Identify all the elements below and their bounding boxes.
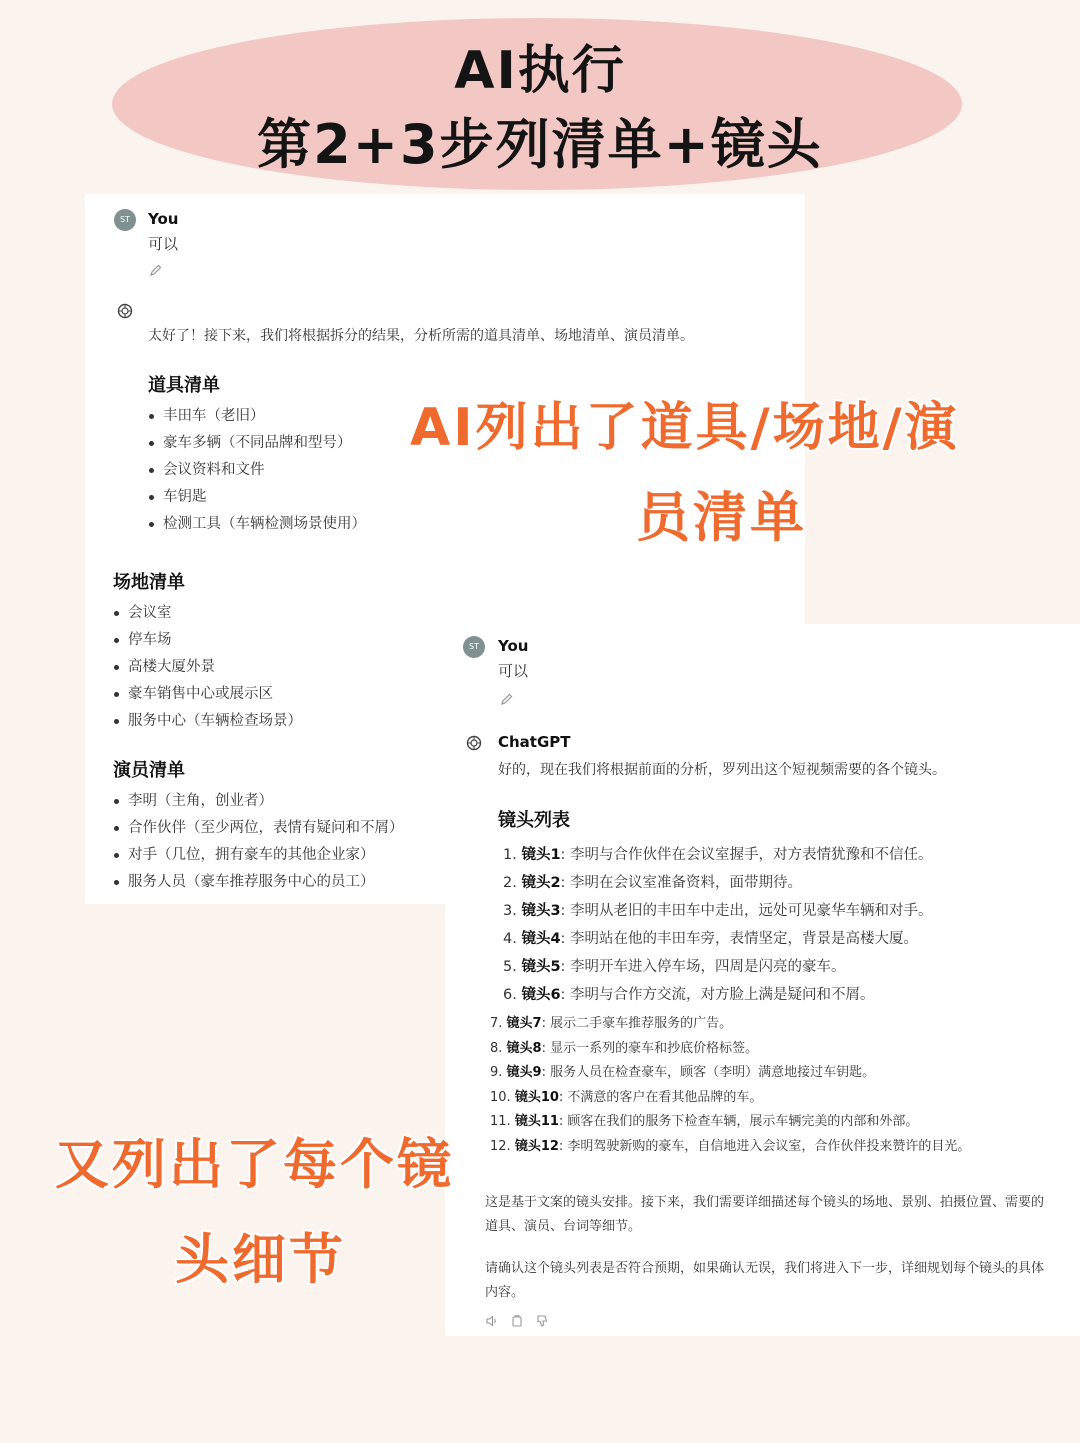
shot-item (490, 1061, 970, 1086)
shot-label: 镜头10 (514, 1089, 559, 1105)
note-line: 请确认这个镜头列表是否符合预期，如果确认无误，我们将进入下一步，详细规划每个镜头的具体 (485, 1261, 1045, 1276)
edit-pencil-icon[interactable] (149, 263, 163, 277)
page-title-line1: AI执行 (454, 41, 626, 101)
shot-label: 镜头7 (506, 1016, 542, 1031)
list-item: 车钥匙 (149, 484, 366, 511)
chatgpt-logo-icon (465, 734, 483, 752)
annotation-lists-line2: 员清单 (636, 486, 807, 549)
user-message: 可以 (498, 662, 529, 680)
shot-description: : 李明站在他的丰田车旁，表情坚定，背景是高楼大厦。 (560, 931, 919, 947)
shot-description: : 显示一系列的豪车和抄底价格标签。 (541, 1040, 759, 1056)
list-item: 豪车销售中心或展示区 (114, 681, 302, 708)
shot-item (490, 1135, 970, 1160)
shot-number: 8. (490, 1040, 503, 1056)
shot-item (503, 981, 933, 1009)
chatgpt-logo-icon (116, 302, 134, 320)
shot-description: : 李明驾驶新购的豪车，自信地进入会议室，合作伙伴投来赞许的目光。 (558, 1138, 971, 1154)
shot-number: 2. (503, 875, 517, 891)
shot-label: 镜头6 (521, 987, 561, 1003)
assistant-name: ChatGPT (498, 733, 571, 751)
shot-label: 镜头11 (514, 1114, 559, 1129)
props-heading: 道具清单 (148, 375, 220, 396)
shot-label: 镜头4 (521, 931, 561, 947)
shot-description: : 李明从老旧的丰田车中走出，远处可见豪华车辆和对手。 (560, 903, 933, 919)
list-item: 合作伙伴（至少两位，表情有疑问和不屑） (114, 815, 404, 842)
shot-description: : 李明与合作方交流，对方脸上满是疑问和不屑。 (560, 987, 875, 1003)
shot-description: : 李明开车进入停车场，四周是闪亮的豪车。 (560, 959, 846, 975)
copy-icon[interactable] (510, 1314, 524, 1328)
list-item: 会议室 (114, 600, 302, 627)
note-paragraph-1 (485, 1191, 1075, 1239)
shot-item (503, 953, 933, 981)
shot-number: 7. (490, 1016, 503, 1031)
shot-item (490, 1037, 970, 1062)
list-item: 停车场 (114, 627, 302, 654)
list-item: 李明（主角，创业者） (114, 788, 404, 815)
user-message: 可以 (148, 235, 179, 253)
user-avatar: ST (463, 636, 485, 658)
shot-number: 4. (503, 931, 517, 947)
shot-label: 镜头5 (521, 959, 561, 975)
list-item: 服务中心（车辆检查场景） (114, 708, 302, 735)
page-title-line2: 第2+3步列清单+镜头 (257, 113, 823, 176)
venues-heading: 场地清单 (113, 572, 185, 593)
note-paragraph-2 (485, 1257, 1075, 1305)
shot-list-primary (503, 841, 933, 1009)
shot-description: : 李明与合作伙伴在会议室握手，对方表情犹豫和不信任。 (560, 847, 933, 863)
user-name: You (498, 637, 529, 655)
list-item: 高楼大厦外景 (114, 654, 302, 681)
list-item: 丰田车（老旧） (149, 403, 366, 430)
shot-description: : 服务人员在检查豪车，顾客（李明）满意地接过车钥匙。 (541, 1065, 876, 1080)
assistant-intro: 好的，现在我们将根据前面的分析，罗列出这个短视频需要的各个镜头。 (498, 762, 946, 778)
shot-number: 12. (490, 1138, 511, 1154)
shot-label: 镜头3 (521, 903, 561, 919)
shot-label: 镜头9 (506, 1065, 542, 1080)
shot-description: : 展示二手豪车推荐服务的广告。 (541, 1016, 733, 1031)
note-line: 道具、演员、台词等细节。 (485, 1219, 642, 1234)
shot-label: 镜头8 (506, 1040, 542, 1056)
shot-description: : 不满意的客户在看其他品牌的车。 (558, 1089, 763, 1105)
note-line: 这是基于文案的镜头安排。接下来，我们需要详细描述每个镜头的场地、景别、拍摄位置、需要的 (485, 1195, 1045, 1210)
note-line: 内容。 (485, 1285, 525, 1300)
actors-list (114, 788, 404, 896)
shot-description: : 李明在会议室准备资料，面带期待。 (560, 875, 803, 891)
list-item: 服务人员（豪车推荐服务中心的员工） (114, 869, 404, 896)
annotation-shots-line1: 又列出了每个镜 (55, 1133, 454, 1196)
annotation-shots-line2: 头细节 (175, 1228, 346, 1291)
read-aloud-icon[interactable] (485, 1314, 499, 1328)
shot-number: 3. (503, 903, 517, 919)
shot-number: 10. (490, 1089, 511, 1105)
user-avatar: ST (114, 209, 136, 231)
thumbs-down-icon[interactable] (535, 1314, 549, 1328)
shot-item (503, 841, 933, 869)
shot-description: : 顾客在我们的服务下检查车辆，展示车辆完美的内部和外部。 (558, 1114, 919, 1129)
annotation-lists-line1: AI列出了道具/场地/演 (410, 398, 960, 458)
shot-number: 11. (490, 1114, 511, 1129)
shot-list-secondary (490, 1012, 970, 1159)
shot-number: 1. (503, 847, 517, 863)
shot-label: 镜头1 (521, 847, 561, 863)
shot-item (503, 869, 933, 897)
actors-heading: 演员清单 (113, 760, 185, 781)
shots-heading: 镜头列表 (498, 810, 570, 831)
user-name: You (148, 210, 179, 228)
shot-item (503, 925, 933, 953)
shot-number: 6. (503, 987, 517, 1003)
shot-label: 镜头12 (514, 1138, 559, 1154)
shot-item (503, 897, 933, 925)
shot-item (490, 1110, 970, 1135)
chat-panel-shots (445, 624, 1080, 1336)
list-item: 会议资料和文件 (149, 457, 366, 484)
shot-item (490, 1086, 970, 1111)
venues-list (114, 600, 302, 735)
list-item: 对手（几位，拥有豪车的其他企业家） (114, 842, 404, 869)
shot-number: 9. (490, 1065, 503, 1080)
list-item: 豪车多辆（不同品牌和型号） (149, 430, 366, 457)
edit-pencil-icon[interactable] (500, 692, 514, 706)
shot-number: 5. (503, 959, 517, 975)
props-list (149, 403, 366, 538)
shot-label: 镜头2 (521, 875, 561, 891)
assistant-intro: 太好了！接下来，我们将根据拆分的结果，分析所需的道具清单、场地清单、演员清单。 (148, 328, 694, 344)
shot-item (490, 1012, 970, 1037)
list-item: 检测工具（车辆检测场景使用） (149, 511, 366, 538)
